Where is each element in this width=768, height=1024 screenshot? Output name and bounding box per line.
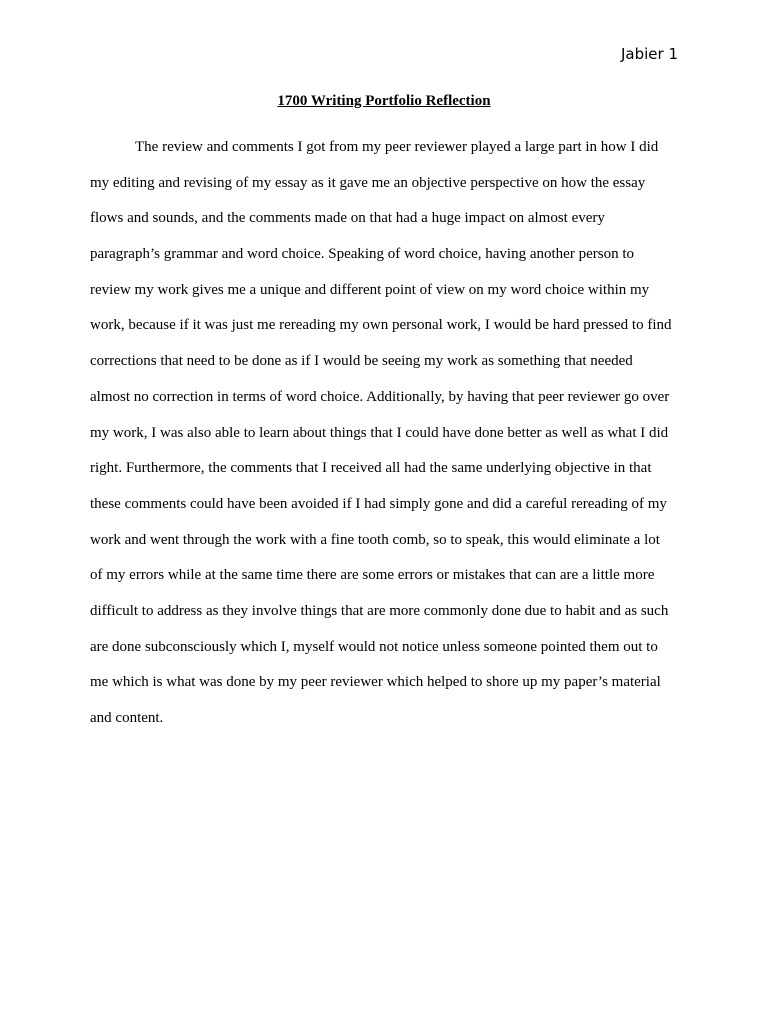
document-title: 1700 Writing Portfolio Reflection (277, 93, 491, 109)
paragraph-line: flows and sounds, and the comments made on that had a huge impact on almost every (90, 210, 605, 227)
paragraph-line: work, because if it was just me rereading my own personal work, I would be hard pressed to find (90, 317, 672, 334)
paragraph-line: review my work gives me a unique and different point of view on my word choice within my (90, 281, 650, 298)
paragraph-line: right. Furthermore, the comments that I received all had the same underlying objective in that (90, 460, 652, 477)
paragraph-line: almost no correction in terms of word choice. Additionally, by having that peer reviewer go over (90, 388, 670, 405)
paragraph-line: The review and comments I got from my peer reviewer played a large part in how I did (135, 139, 659, 155)
paragraph-line: my editing and revising of my essay as it gave me an objective perspective on how the essay (90, 174, 646, 191)
body-paragraph (90, 130, 690, 737)
paragraph-line: work and went through the work with a fine tooth comb, so to speak, this would eliminate a lot (90, 531, 660, 548)
paragraph-line: difficult to address as they involve things that are more commonly done due to habit and as such (90, 602, 669, 619)
paragraph-line: corrections that need to be done as if I would be seeing my work as something that needed (90, 353, 633, 370)
paragraph-line: and content. (90, 710, 164, 726)
page-header: Jabier 1 (620, 45, 678, 63)
paragraph-line: my work, I was also able to learn about things that I could have done better as well as what I did (90, 424, 669, 441)
paragraph-line: are done subconsciously which I, myself would not notice unless someone pointed them out to (90, 638, 658, 655)
paragraph-line: these comments could have been avoided if I had simply gone and did a careful rereading of my (90, 495, 667, 512)
paragraph-line: me which is what was done by my peer reviewer which helped to shore up my paper’s material (90, 674, 661, 691)
paragraph-line: paragraph’s grammar and word choice. Speaking of word choice, having another person to (90, 246, 634, 263)
paragraph-line: of my errors while at the same time there are some errors or mistakes that can are a little more (90, 567, 655, 584)
